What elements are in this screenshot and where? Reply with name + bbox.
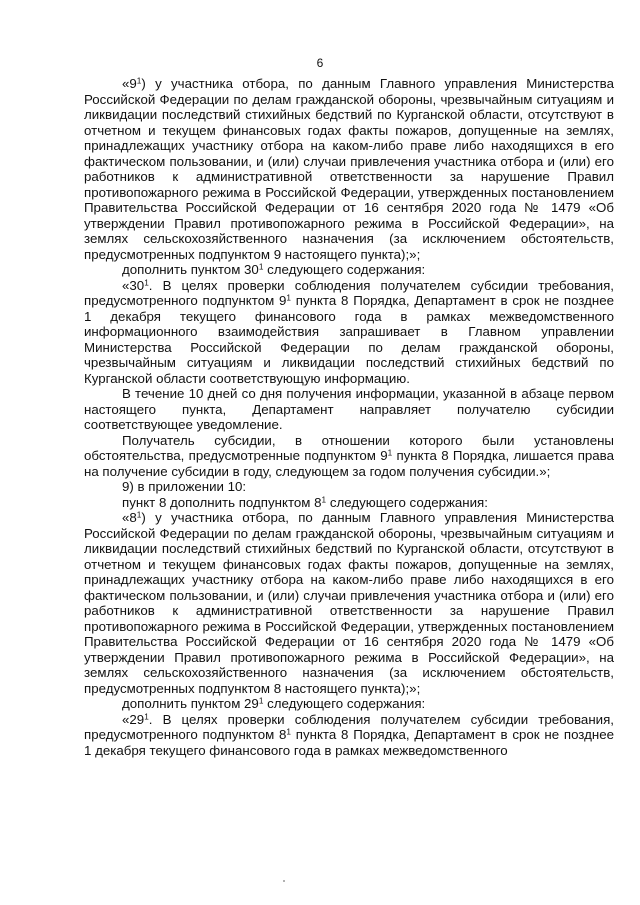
paragraph-add-item-30-1: дополнить пунктом $30^1$ следующего содержания: (122, 262, 426, 277)
paragraph-add-subitem-8-1: пункт 8 дополнить подпунктом $8^1$ следующего содержания: (122, 494, 488, 510)
paragraph-subitem-9-1: «$9^1$) у участника отбора, по данным Главного управления Министерства Российской Федерации по делам гражданской обороны, чрезвычайным ситуациям и ликвидации последствий стихийных бедствий по Курганской области, отсутствуют в отчетном и текущем финансовых годах факты пожаров, допущенные на землях, принадлежащих участнику отбора на каком-либо праве либо находящихся в его фактическом пользовании, и (или) случаи привлечения участника отбора и (или) его работников к административной ответственности за нарушение Правил противопожарного режима в Российской Федерации, утвержденных постановлением Правительства Российской Федерации от 16 сентября 2020 года № 1479 «Об утверждении Правил противопожарного режима в Российской Федерации», на землях сельскохозяйственного назначения (за исключением обстоятельств, предусмотренных подпунктом 9 настоящего пункта);»; (84, 76, 614, 262)
paragraph-appendix-10: 9) в приложении 10: (122, 479, 247, 494)
page-number: 6 (316, 56, 324, 70)
scan-artifact-dot (283, 880, 285, 882)
paragraph-notice-10-days: В течение 10 дней со дня получения информации, указанной в абзаце первом настоящего пункта, Департамент направляет получателю субсидии соответствующее уведомление. (84, 386, 614, 432)
paragraph-recipient-deprived: Получатель субсидии, в отношении которого были установлены обстоятельства, предусмотренные подпунктом $9^1$ пункта 8 Порядка, лишается права на получение субсидии в году, следующем за годом получения субсидии.»; (84, 432, 614, 479)
paragraph-item-29-1: «$29^1$. В целях проверки соблюдения получателем субсидии требования, предусмотренного подпунктом $8^1$ пункта 8 Порядка, Департамент в срок не позднее 1 декабря текущего финансового года в рамках межведомственного (84, 711, 615, 758)
paragraph-subitem-8-1: «$8^1$) у участника отбора, по данным Главного управления Министерства Российской Федерации по делам гражданской обороны, чрезвычайным ситуациям и ликвидации последствий стихийных бедствий по Курганской области, отсутствуют в отчетном и текущем финансовых годах факты пожаров, допущенные на землях, принадлежащих участнику отбора на каком-либо праве либо находящихся в его фактическом пользовании, и (или) случаи привлечения участника отбора и (или) его работников к административной ответственности за нарушение Правил противопожарного режима в Российской Федерации, утвержденных постановлением Правительства Российской Федерации от 16 сентября 2020 года № 1479 «Об утверждении Правил противопожарного режима в Российской Федерации», на землях сельскохозяйственного назначения (за исключением обстоятельств, предусмотренных подпунктом 8 настоящего пункта);»; (84, 510, 614, 696)
paragraph-item-30-1: «$30^1$. В целях проверки соблюдения получателем субсидии требования, предусмотренного подпунктом $9^1$ пункта 8 Порядка, Департамент в срок не позднее 1 декабря текущего финансового года в рамках межведомственного информационного взаимодействия запрашивает в Главном управлении Министерства Российской Федерации по делам гражданской обороны, чрезвычайным ситуациям и ликвидации последствий стихийных бедствий по Курганской области соответствующую информацию. (84, 277, 615, 386)
document-body (84, 76, 614, 758)
paragraph-add-item-29-1: дополнить пунктом $29^1$ следующего содержания: (122, 696, 426, 711)
